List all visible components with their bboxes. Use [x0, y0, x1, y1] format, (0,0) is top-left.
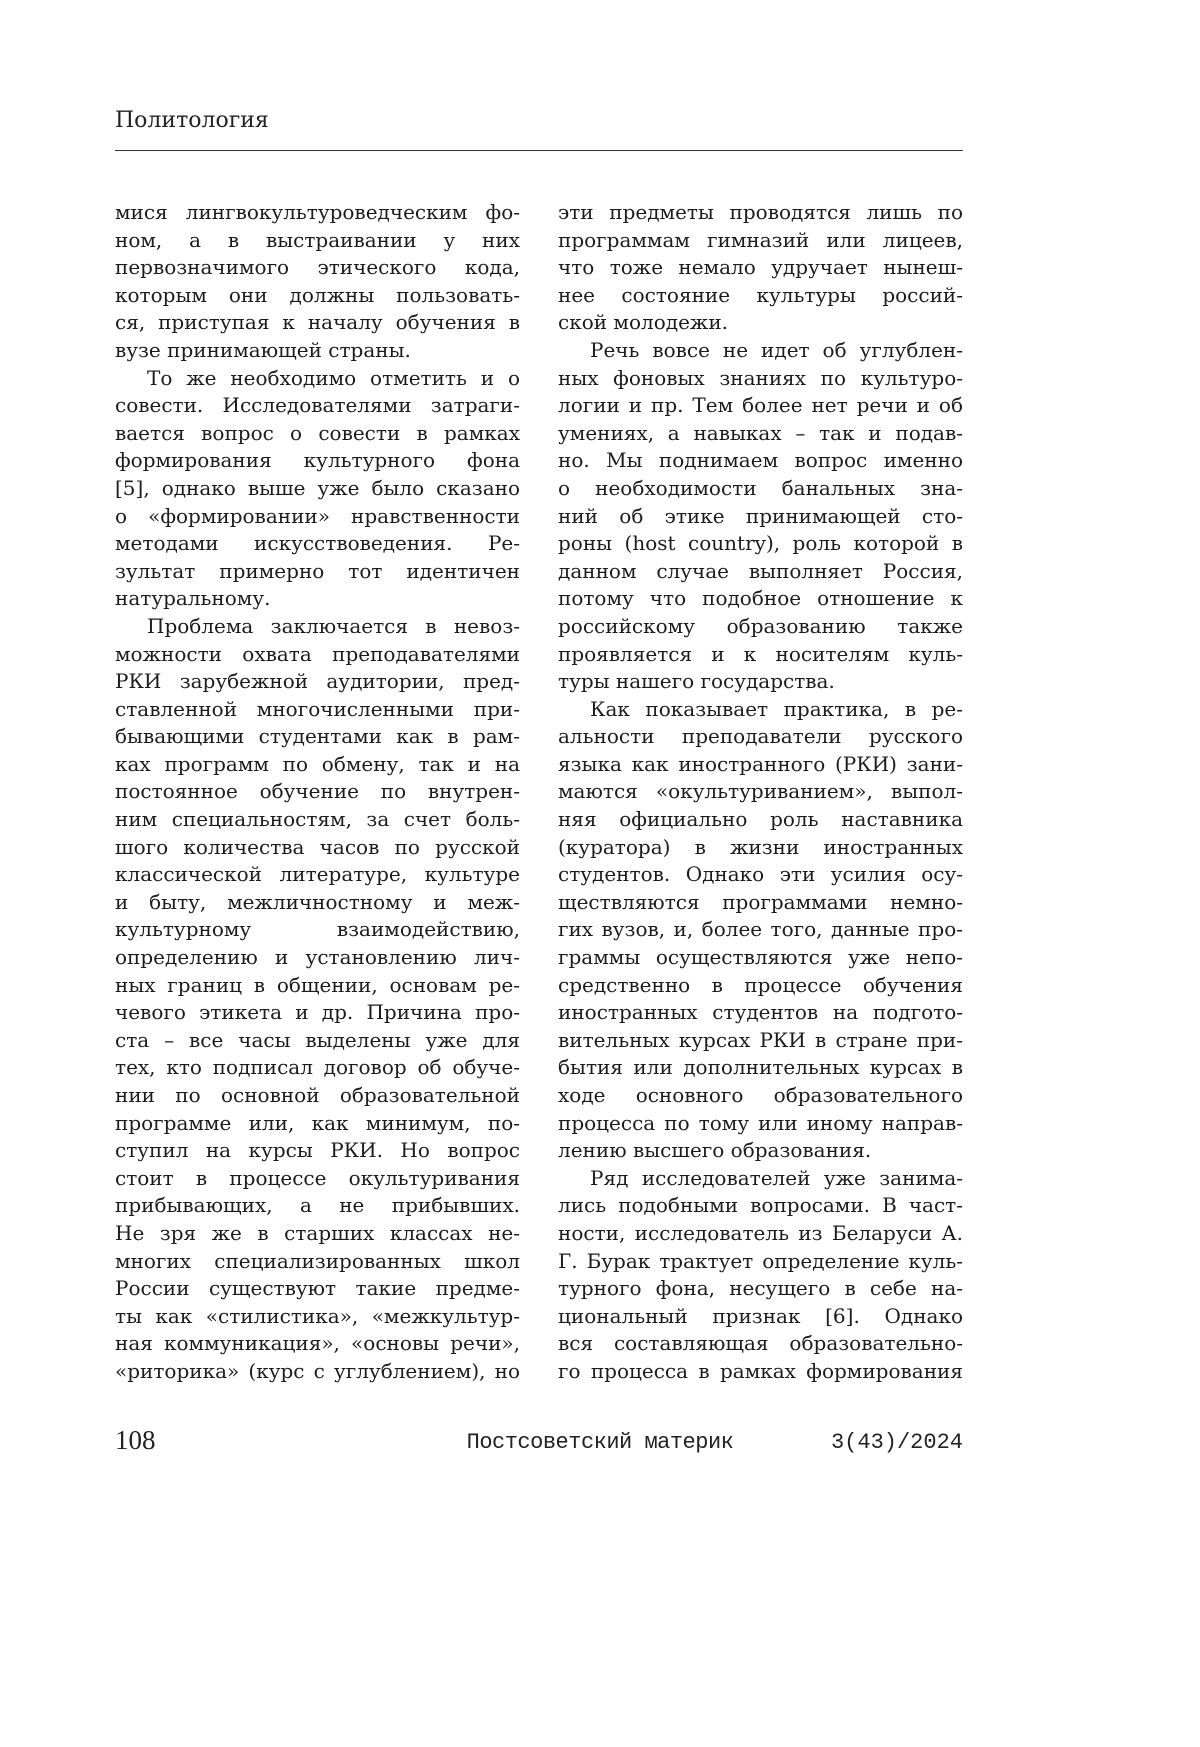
text-line: [5], однако выше уже было сказано [115, 475, 520, 503]
text-line: ная коммуникация», «основы речи», [115, 1330, 520, 1358]
text-line: Речь вовсе не идет об углублен- [558, 337, 963, 365]
text-line: шого количества часов по русской [115, 834, 520, 862]
text-line: ности, исследователь из Беларуси А. [558, 1220, 963, 1248]
text-line: России существуют такие предме- [115, 1275, 520, 1303]
text-line: тех, кто подписал договор об обуче- [115, 1054, 520, 1082]
text-line: роны (host country), роль которой в [558, 530, 963, 558]
journal-title: Постсоветский материк [0, 1430, 1200, 1455]
text-line: бывающими студентами как в рам- [115, 723, 520, 751]
text-line: ходе основного образовательного [558, 1082, 963, 1110]
text-line: Не зря же в старших классах не- [115, 1220, 520, 1248]
text-line: бытия или дополнительных курсах в [558, 1054, 963, 1082]
text-line: РКИ зарубежной аудитории, пред- [115, 668, 520, 696]
text-line: вся составляющая образовательно- [558, 1330, 963, 1358]
text-line: ний об этике принимающей сто- [558, 503, 963, 531]
paragraph [115, 365, 520, 613]
running-head-section: Политология [115, 108, 269, 133]
paragraph [558, 337, 963, 696]
text-line: ном, а в выстраивании у них [115, 227, 520, 255]
text-line: программам гимназий или лицеев, [558, 227, 963, 255]
text-line: языка как иностранного (РКИ) зани- [558, 751, 963, 779]
paragraph [115, 613, 520, 1386]
text-line: Ряд исследователей уже занима- [558, 1165, 963, 1193]
text-line: чевого этикета и др. Причина про- [115, 999, 520, 1027]
text-line: прибывающих, а не прибывших. [115, 1192, 520, 1220]
page-number: 108 [115, 1425, 156, 1456]
text-line: ных фоновых знаниях по культуро- [558, 365, 963, 393]
text-line: эти предметы проводятся лишь по [558, 199, 963, 227]
text-line: иностранных студентов на подгото- [558, 999, 963, 1027]
text-line: первозначимого этического кода, [115, 254, 520, 282]
paragraph [558, 199, 963, 337]
text-line: процесса по тому или иному направ- [558, 1110, 963, 1138]
text-line: нее состояние культуры россий- [558, 282, 963, 310]
paragraph [115, 199, 520, 365]
text-line: То же необходимо отметить и о [115, 365, 520, 393]
text-line: совести. Исследователями затраги- [115, 392, 520, 420]
header-rule [115, 150, 963, 151]
text-line: многих специализированных школ [115, 1248, 520, 1276]
text-line: Проблема заключается в невоз- [115, 613, 520, 641]
text-line: классической литературе, культуре [115, 861, 520, 889]
text-line: маются «окультуриванием», выпол- [558, 778, 963, 806]
text-line: постоянное обучение по внутрен- [115, 778, 520, 806]
text-line: стоит в процессе окультуривания [115, 1165, 520, 1193]
text-line: ста – все часы выделены уже для [115, 1027, 520, 1055]
text-line: нии по основной образовательной [115, 1082, 520, 1110]
text-line: ставленной многочисленными при- [115, 696, 520, 724]
text-line: данном случае выполняет Россия, [558, 558, 963, 586]
text-line: логии и пр. Тем более нет речи и об [558, 392, 963, 420]
text-line: культурному взаимодействию, [115, 916, 520, 944]
text-line: вительных курсах РКИ в стране при- [558, 1027, 963, 1055]
text-line: ных границ в общении, основам ре- [115, 972, 520, 1000]
text-line: потому что подобное отношение к [558, 585, 963, 613]
text-line: няя официально роль наставника [558, 806, 963, 834]
text-line: о «формировании» нравственности [115, 503, 520, 531]
text-column-left [115, 199, 520, 1386]
text-line: граммы осуществляются уже непо- [558, 944, 963, 972]
paragraph [558, 696, 963, 1165]
text-line: альности преподаватели русского [558, 723, 963, 751]
text-line: ся, приступая к началу обучения в [115, 309, 520, 337]
text-line: гих вузов, и, более того, данные про- [558, 916, 963, 944]
text-line: которым они должны пользовать- [115, 282, 520, 310]
text-line: и быту, межличностному и меж- [115, 889, 520, 917]
text-line: (куратора) в жизни иностранных [558, 834, 963, 862]
text-line: что тоже немало удручает нынеш- [558, 254, 963, 282]
text-line: го процесса в рамках формирования [558, 1358, 963, 1386]
text-line: ним специальностям, за счет боль- [115, 806, 520, 834]
text-line: ществляются программами немно- [558, 889, 963, 917]
text-line: мися лингвокультуроведческим фо- [115, 199, 520, 227]
text-line: российскому образованию также [558, 613, 963, 641]
text-line: ках программ по обмену, так и на [115, 751, 520, 779]
text-line: натуральному. [115, 585, 520, 613]
text-line: ты как «стилистика», «межкультур- [115, 1303, 520, 1331]
text-line: лись подобными вопросами. В част- [558, 1192, 963, 1220]
text-line: проявляется и к носителям куль- [558, 641, 963, 669]
text-column-right [558, 199, 963, 1386]
text-line: туры нашего государства. [558, 668, 963, 696]
text-line: умениях, а навыках – так и подав- [558, 420, 963, 448]
text-line: о необходимости банальных зна- [558, 475, 963, 503]
text-line: вается вопрос о совести в рамках [115, 420, 520, 448]
text-line: формирования культурного фона [115, 447, 520, 475]
text-line: студентов. Однако эти усилия осу- [558, 861, 963, 889]
text-line: лению высшего образования. [558, 1137, 963, 1165]
text-line: ской молодежи. [558, 309, 963, 337]
text-line: Как показывает практика, в ре- [558, 696, 963, 724]
issue-number: 3(43)/2024 [831, 1430, 963, 1455]
text-line: «риторика» (курс с углублением), но [115, 1358, 520, 1386]
text-line: турного фона, несущего в себе на- [558, 1275, 963, 1303]
text-line: определению и установлению лич- [115, 944, 520, 972]
text-line: средственно в процессе обучения [558, 972, 963, 1000]
text-line: ступил на курсы РКИ. Но вопрос [115, 1137, 520, 1165]
text-line: методами искусствоведения. Ре- [115, 530, 520, 558]
text-line: зультат примерно тот идентичен [115, 558, 520, 586]
text-line: Г. Бурак трактует определение куль- [558, 1248, 963, 1276]
text-line: циональный признак [6]. Однако [558, 1303, 963, 1331]
text-line: можности охвата преподавателями [115, 641, 520, 669]
text-line: вузе принимающей страны. [115, 337, 520, 365]
text-line: но. Мы поднимаем вопрос именно [558, 447, 963, 475]
paragraph [558, 1165, 963, 1386]
text-line: программе или, как минимум, по- [115, 1110, 520, 1138]
